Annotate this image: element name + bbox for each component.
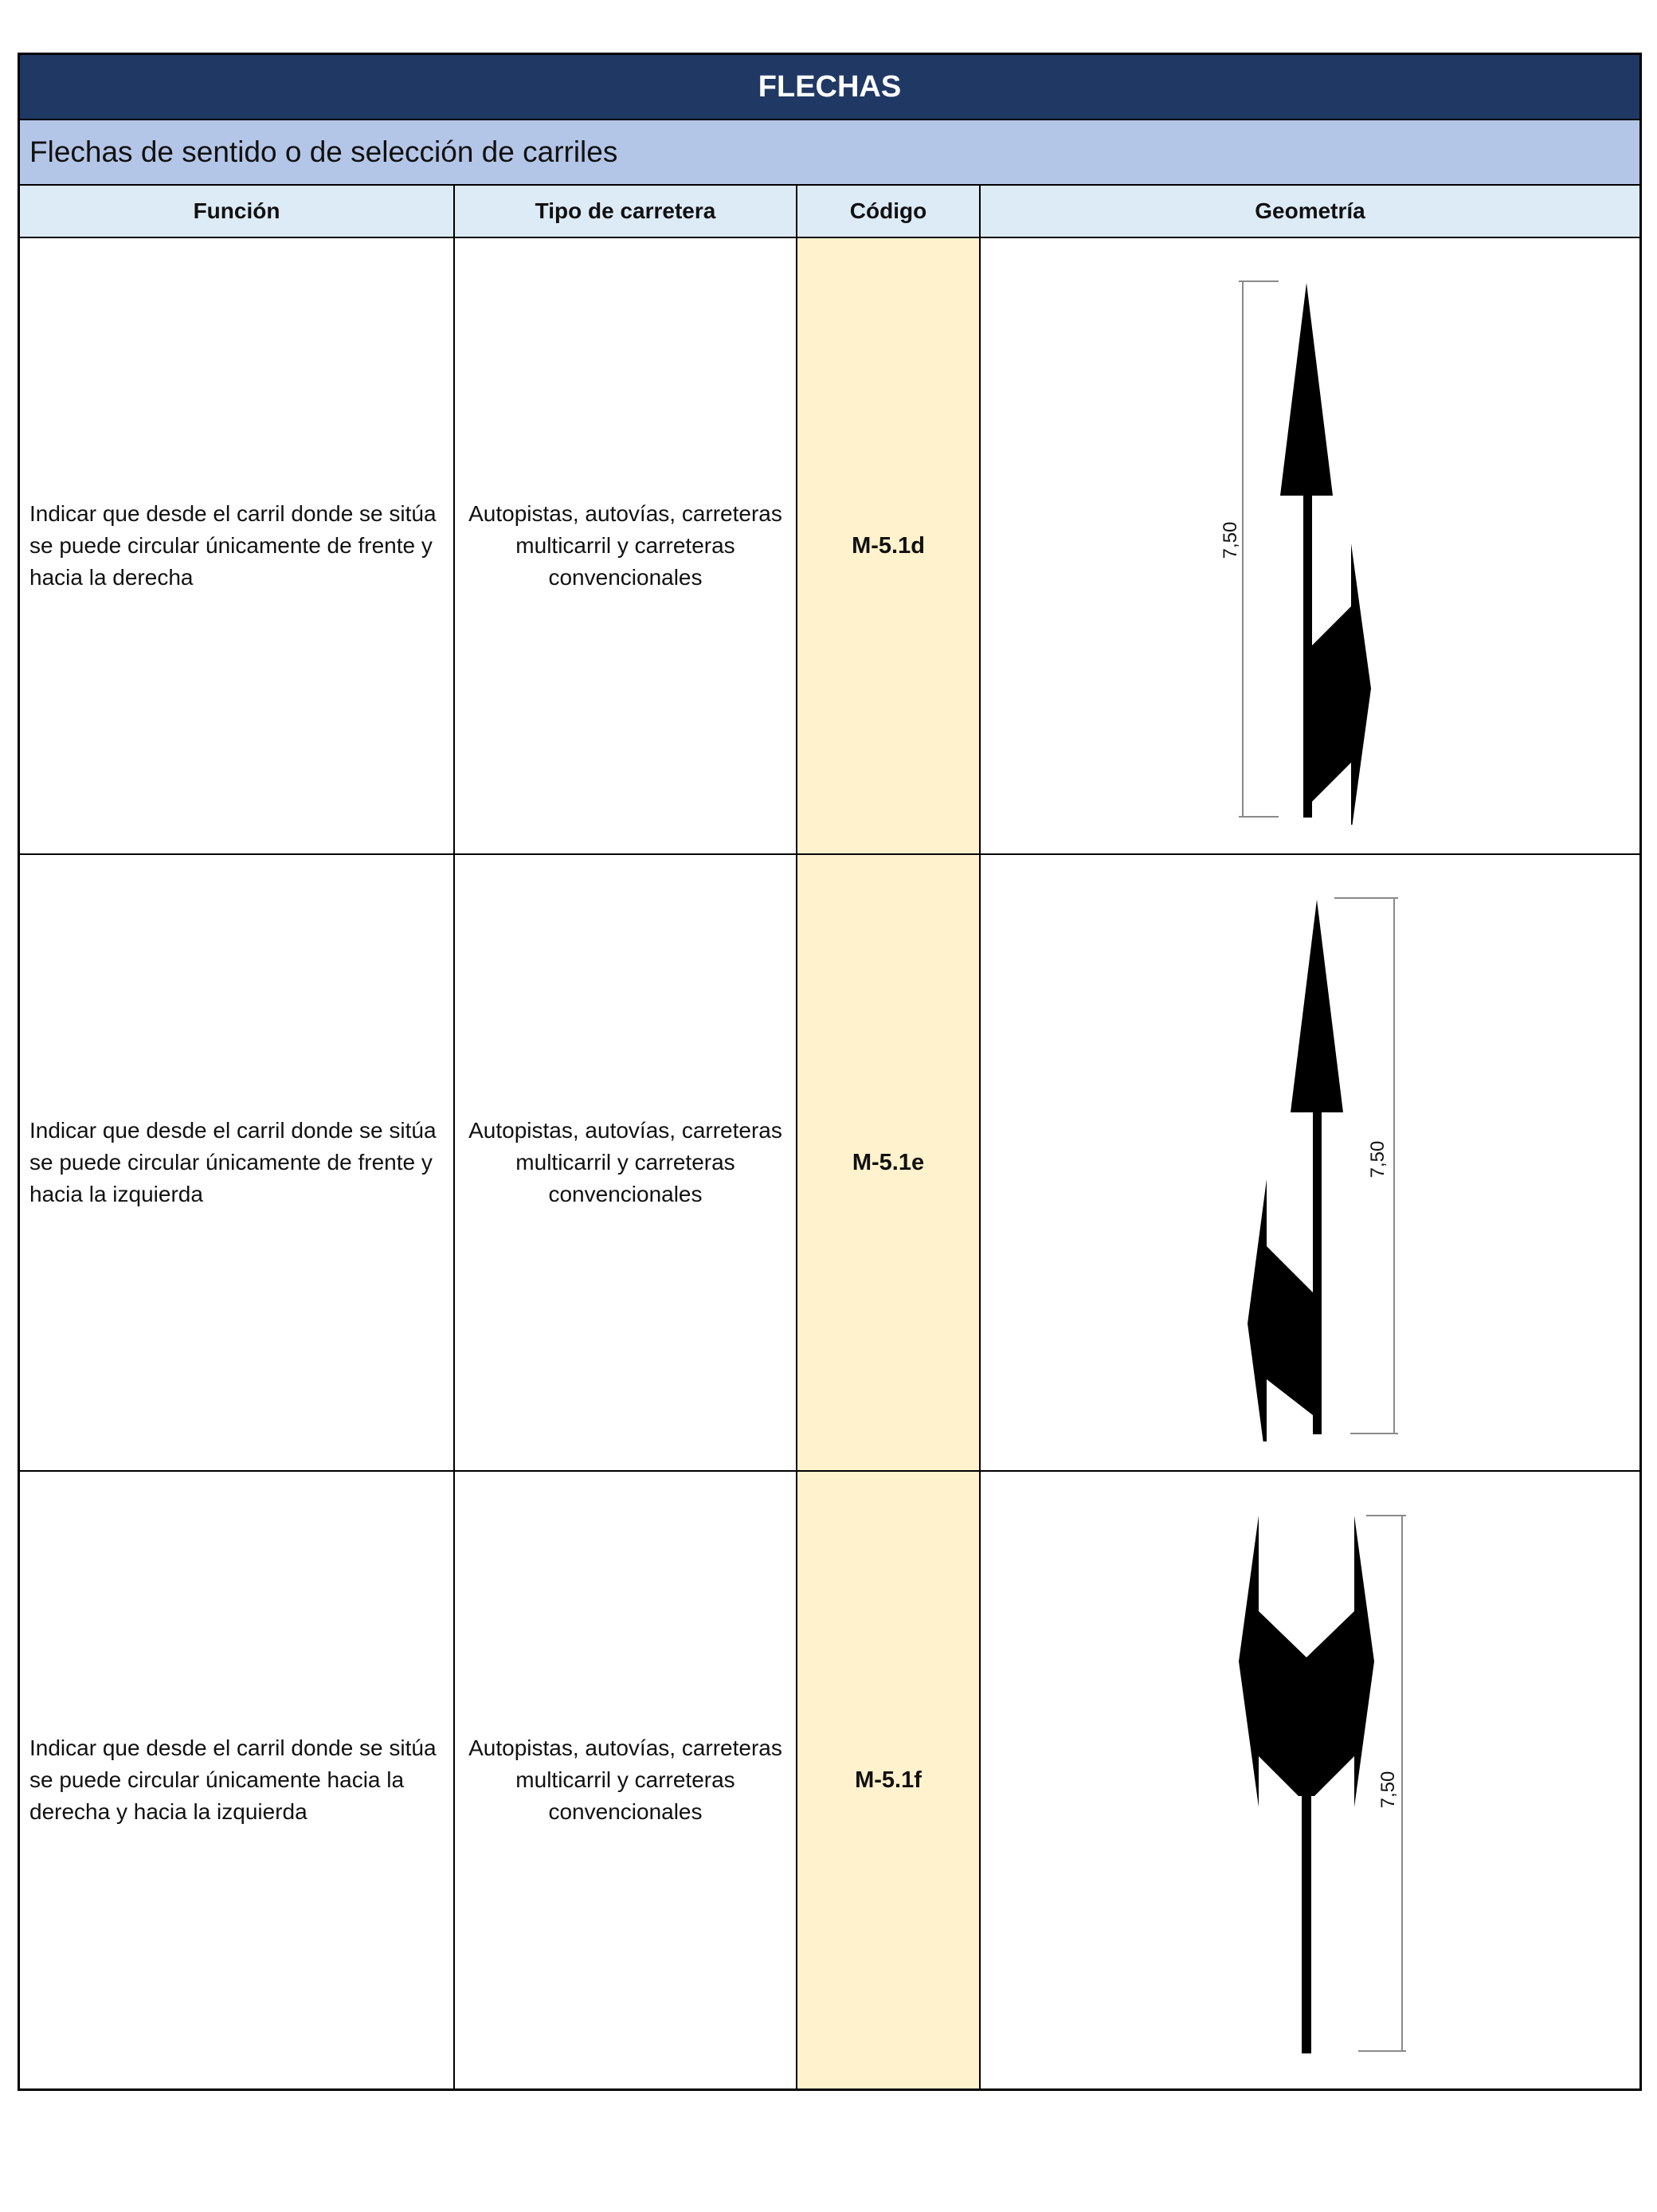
sheet-title: FLECHAS <box>20 55 1639 120</box>
table-header-row <box>20 186 1639 237</box>
road-type-cell: Autopistas, autovías, carreteras multicarril y carreteras convencionales <box>454 854 797 1471</box>
code-cell: M-5.1f <box>797 1471 980 2088</box>
code-cell: M-5.1d <box>797 237 980 854</box>
geometry-cell <box>980 854 1639 1471</box>
geometry-cell <box>980 1471 1639 2088</box>
column-header-codigo: Código <box>797 186 980 237</box>
road-type-cell: Autopistas, autovías, carreteras multicarril y carreteras convencionales <box>454 237 797 854</box>
function-cell: Indicar que desde el carril donde se sitúa se puede circular únicamente de frente y hacia la izquierda <box>20 854 454 1471</box>
flechas-sheet <box>18 53 1642 2091</box>
arrow-straight-left-icon <box>1191 884 1430 1441</box>
function-cell: Indicar que desde el carril donde se sitúa se puede circular únicamente de frente y hacia la derecha <box>20 237 454 854</box>
column-header-funcion: Función <box>20 186 454 237</box>
column-header-geometria: Geometría <box>980 186 1639 237</box>
arrow-straight-right-icon <box>1191 267 1430 825</box>
road-type-cell: Autopistas, autovías, carreteras multicarril y carreteras convencionales <box>454 1471 797 2088</box>
table-row <box>20 1471 1639 2088</box>
dimension-label: 7,50 <box>1377 1771 1399 1809</box>
arrows-table <box>20 186 1639 2088</box>
geometry-cell <box>980 237 1639 854</box>
function-cell: Indicar que desde el carril donde se sitúa se puede circular únicamente hacia la derecha y hacia la izquierda <box>20 1471 454 2088</box>
code-cell: M-5.1e <box>797 854 980 1471</box>
sheet-subtitle: Flechas de sentido o de selección de carriles <box>20 120 1639 186</box>
column-header-tipo-carretera: Tipo de carretera <box>454 186 797 237</box>
table-row <box>20 854 1639 1471</box>
arrow-left-right-icon <box>1191 1501 1430 2059</box>
table-row <box>20 237 1639 854</box>
dimension-label: 7,50 <box>1366 1140 1389 1179</box>
dimension-label: 7,50 <box>1219 521 1241 559</box>
